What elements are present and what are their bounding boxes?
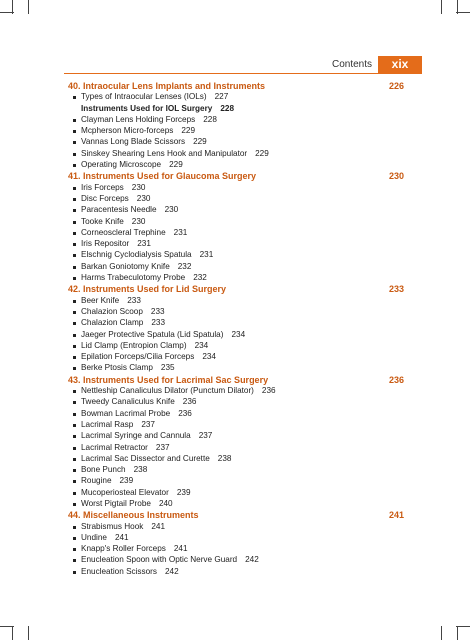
item-title: Elschnig Cyclodialysis Spatula: [81, 250, 192, 260]
chapter-title: 42. Instruments Used for Lid Surgery: [68, 284, 227, 295]
item-page-number: 242: [245, 555, 259, 565]
toc-item: [68, 205, 404, 216]
crop-mark: [12, 626, 13, 640]
item-title: Enucleation Spoon with Optic Nerve Guard: [81, 555, 238, 565]
chapter-page-number: 233: [388, 284, 404, 295]
item-page-number: 236: [182, 397, 197, 407]
item-title: Mcpherson Micro-forceps: [81, 126, 174, 136]
chapter-title: 41. Instruments Used for Glaucoma Surgery: [68, 171, 257, 182]
item-page-number: 234: [231, 329, 246, 339]
item-page-number: 242: [165, 566, 179, 576]
item-page-number: 230: [131, 182, 146, 192]
toc-item: [68, 160, 404, 171]
toc-item: [68, 431, 404, 442]
item-page-number: 228: [220, 103, 235, 113]
toc-chapter: [68, 284, 404, 295]
item-page-number: 237: [198, 431, 213, 441]
toc-item: [68, 262, 404, 273]
item-page-number: 229: [181, 126, 196, 136]
toc-item: [68, 239, 404, 250]
toc-item: [68, 273, 404, 284]
item-page-number: 229: [169, 160, 183, 170]
item-title: Berke Ptosis Clamp: [81, 363, 153, 373]
chapter-page-number: 236: [388, 374, 404, 385]
toc-item: [68, 194, 404, 205]
item-title: Iris Repositor: [81, 239, 130, 249]
item-title: Types of Intraocular Lenses (IOLs): [81, 92, 207, 102]
item-page-number: 232: [177, 261, 192, 271]
toc-item: [68, 352, 404, 363]
item-title: Enucleation Scissors: [81, 566, 157, 576]
item-title: Lacrimal Retractor: [81, 442, 148, 452]
item-title: Knapp's Roller Forceps: [81, 544, 166, 554]
item-page-number: 229: [255, 148, 269, 158]
toc-item: [68, 465, 404, 476]
crop-mark: [28, 626, 29, 640]
item-page-number: 233: [150, 306, 165, 316]
item-page-number: 238: [133, 465, 148, 475]
crop-mark: [457, 626, 458, 640]
item-title: Undine: [81, 532, 107, 542]
item-page-number: 230: [136, 193, 151, 203]
toc-item: [68, 330, 404, 341]
item-title: Tooke Knife: [81, 216, 124, 226]
item-title: Corneoscleral Trephine: [81, 227, 166, 237]
chapter-title: 43. Instruments Used for Lacrimal Sac Surgery: [68, 374, 269, 385]
running-header: [64, 56, 470, 74]
toc-item: [68, 296, 404, 307]
chapter-title: 44. Miscellaneous Instruments: [68, 510, 199, 521]
item-page-number: 227: [214, 92, 229, 102]
header-rule: [64, 73, 404, 74]
chapter-page-number: 241: [388, 510, 404, 521]
crop-mark: [441, 626, 442, 640]
toc-item: [68, 183, 404, 194]
toc-item: [68, 420, 404, 431]
toc-item: [68, 126, 404, 137]
item-title: Chalazion Scoop: [81, 306, 143, 316]
item-title: Vannas Long Blade Scissors: [81, 137, 186, 147]
toc-item: [68, 217, 404, 228]
item-title: Sinskey Shearing Lens Hook and Manipulator: [81, 148, 248, 158]
crop-mark: [457, 0, 458, 14]
chapter-page-number: 226: [388, 81, 404, 91]
item-title: Iris Forceps: [81, 182, 124, 192]
toc-item: [68, 488, 404, 499]
item-page-number: 233: [151, 318, 166, 328]
toc-chapter: [68, 171, 404, 182]
item-page-number: 234: [202, 352, 216, 362]
table-of-contents: [68, 81, 404, 578]
toc-item: [68, 555, 404, 566]
toc-item: [68, 228, 404, 239]
toc-item: [68, 341, 404, 352]
toc-item: [68, 567, 404, 578]
item-title: Lid Clamp (Entropion Clamp): [81, 340, 187, 350]
item-page-number: 240: [158, 498, 173, 508]
toc-item: [68, 149, 404, 160]
item-title: Lacrimal Syringe and Cannula: [81, 431, 191, 441]
toc-item: [68, 363, 404, 374]
item-page-number: 228: [203, 114, 217, 124]
item-title: Epilation Forceps/Cilia Forceps: [81, 352, 195, 362]
item-page-number: 230: [164, 205, 179, 215]
crop-mark: [456, 626, 470, 627]
toc-item: [68, 443, 404, 454]
item-title: Lacrimal Rasp: [81, 419, 134, 429]
item-title: Jaeger Protective Spatula (Lid Spatula): [81, 329, 224, 339]
item-title: Lacrimal Sac Dissector and Curette: [81, 453, 210, 463]
toc-item: [68, 533, 404, 544]
item-title: Bowman Lacrimal Probe: [81, 408, 171, 418]
item-page-number: 241: [114, 532, 129, 542]
item-page-number: 236: [261, 386, 276, 396]
toc-item: [68, 307, 404, 318]
item-title: Chalazion Clamp: [81, 318, 144, 328]
header-label: Contents: [331, 59, 372, 70]
page-number-tab: xix: [378, 56, 422, 74]
item-title: Tweedy Canaliculus Knife: [81, 397, 175, 407]
item-title: Disc Forceps: [81, 193, 129, 203]
toc-item: [68, 115, 404, 126]
item-page-number: 241: [173, 544, 188, 554]
toc-item: [68, 454, 404, 465]
item-page-number: 241: [151, 521, 166, 531]
item-page-number: 237: [155, 442, 170, 452]
toc-item: [68, 409, 404, 420]
item-page-number: 235: [160, 363, 175, 373]
item-title: Worst Pigtail Probe: [81, 498, 151, 508]
toc-chapter: [68, 510, 404, 521]
toc-item: [68, 397, 404, 408]
item-title: Paracentesis Needle: [81, 205, 157, 215]
item-title: Harms Trabeculotomy Probe: [81, 273, 186, 283]
item-title: Mucoperiosteal Elevator: [81, 487, 169, 497]
toc-item: [68, 476, 404, 487]
item-title: Clayman Lens Holding Forceps: [81, 114, 196, 124]
toc-chapter: [68, 81, 404, 92]
toc-chapter: [68, 375, 404, 386]
crop-mark: [441, 0, 442, 14]
toc-subheading: [68, 104, 404, 115]
item-page-number: 234: [194, 340, 209, 350]
item-page-number: 231: [137, 239, 151, 249]
crop-mark: [456, 12, 470, 13]
crop-mark: [28, 0, 29, 14]
item-page-number: 233: [127, 295, 141, 305]
toc-item: [68, 544, 404, 555]
crop-mark: [12, 0, 13, 14]
chapter-title: 40. Intraocular Lens Implants and Instruments: [68, 81, 266, 91]
item-title: Instruments Used for IOL Surgery: [81, 103, 213, 113]
item-title: Operating Microscope: [81, 160, 162, 170]
item-page-number: 230: [131, 216, 146, 226]
toc-item: [68, 499, 404, 510]
item-title: Beer Knife: [81, 295, 120, 305]
item-page-number: 231: [173, 227, 188, 237]
item-page-number: 239: [176, 487, 191, 497]
toc-item: [68, 137, 404, 148]
toc-item: [68, 92, 404, 103]
item-page-number: 239: [119, 476, 134, 486]
toc-item: [68, 522, 404, 533]
item-page-number: 237: [141, 419, 155, 429]
item-title: Nettleship Canaliculus Dilator (Punctum Dilator): [81, 386, 254, 396]
toc-item: [68, 318, 404, 329]
item-page-number: 231: [199, 250, 214, 260]
chapter-page-number: 230: [388, 171, 404, 182]
item-page-number: 238: [217, 453, 232, 463]
item-page-number: 229: [193, 137, 207, 147]
item-page-number: 236: [178, 408, 192, 418]
toc-item: [68, 250, 404, 261]
item-page-number: 232: [193, 273, 207, 283]
item-title: Barkan Goniotomy Knife: [81, 261, 170, 271]
toc-item: [68, 386, 404, 397]
item-title: Bone Punch: [81, 465, 126, 475]
item-title: Strabismus Hook: [81, 521, 144, 531]
item-title: Rougine: [81, 476, 112, 486]
